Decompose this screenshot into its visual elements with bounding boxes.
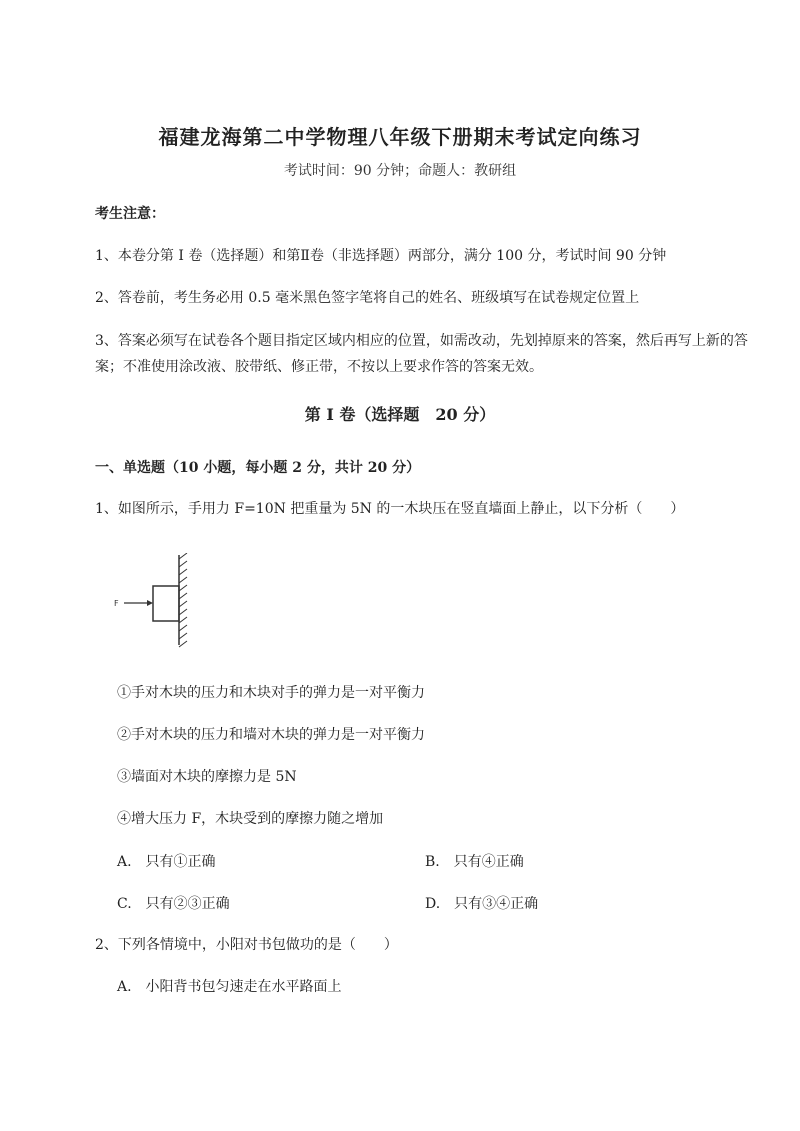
statement-3: ③墙面对木块的摩擦力是 5N [117, 769, 297, 785]
notice-item-2: 2、答卷前，考生务必用 0.5 毫米黑色签字笔将自己的姓名、班级填写在试卷规定位置上 [95, 290, 640, 306]
statement-1: ①手对木块的压力和木块对手的弹力是一对平衡力 [117, 685, 425, 701]
force-diagram-svg [112, 553, 202, 653]
section-title: 第 I 卷（选择题 20 分） [304, 405, 496, 424]
force-label: F [114, 599, 119, 608]
wall-hatching [179, 553, 187, 647]
wooden-block [153, 586, 179, 621]
force-diagram [112, 553, 202, 657]
statement-4: ④增大压力 F，木块受到的摩擦力随之增加 [117, 811, 384, 827]
question-2-stem: 2、下列各情境中，小阳对书包做功的是（ ） [95, 937, 398, 953]
q2-option-a[interactable]: A. 小阳背书包匀速走在水平路面上 [117, 979, 342, 995]
force-arrowhead [147, 600, 153, 606]
part-heading: 一、单选题（10 小题，每小题 2 分，共计 20 分） [95, 460, 421, 476]
statement-2: ②手对木块的压力和墙对木块的弹力是一对平衡力 [117, 727, 425, 743]
q1-option-a[interactable]: A. 只有①正确 [117, 854, 216, 870]
notice-heading: 考生注意： [95, 206, 165, 222]
q1-option-c[interactable]: C. 只有②③正确 [117, 896, 230, 912]
exam-title: 福建龙海第二中学物理八年级下册期末考试定向练习 [158, 125, 642, 149]
notice-item-3: 3、答案必须写在试卷各个题目指定区域内相应的位置，如需改动，先划掉原来的答案，然后再写上新的答案；不准使用涂改液、胶带纸、修正带，不按以上要求作答的答案无效。 [95, 333, 748, 375]
exam-subtitle: 考试时间：90 分钟；命题人：教研组 [283, 163, 517, 179]
question-1-stem: 1、如图所示，手用力 F=10N 把重量为 5N 的一木块压在竖直墙面上静止，以下分析（ ） [95, 501, 685, 517]
q1-option-b[interactable]: B. 只有④正确 [425, 854, 524, 870]
notice-item-1: 1、本卷分第 I 卷（选择题）和第Ⅱ卷（非选择题）两部分，满分 100 分，考试时间 90 分钟 [95, 248, 667, 264]
q1-option-d[interactable]: D. 只有③④正确 [425, 896, 539, 912]
